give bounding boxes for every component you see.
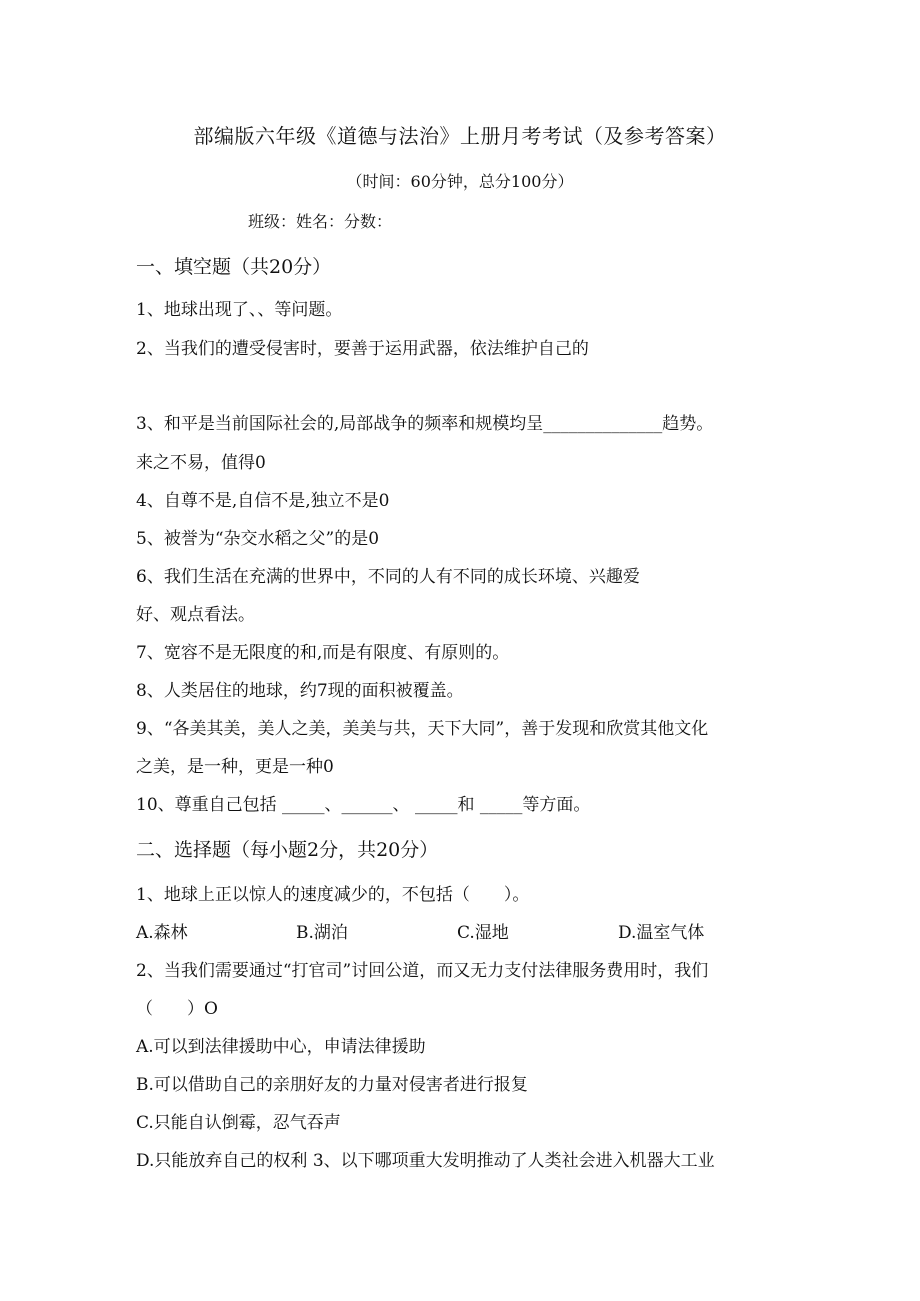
choice-option-d: D.温室气体 [618,923,705,943]
question-line: 7、宽容不是无限度的和,而是有限度、有原则的。 [136,643,510,663]
question-line: 9、“各美其美，美人之美，美美与共，天下大同”，善于发现和欣赏其他文化 [136,719,709,739]
section-heading-multiple-choice: 二、选择题（每小题2分，共20分） [136,839,439,861]
choice-option-a: A.可以到法律援助中心，申请法律援助 [136,1037,426,1057]
page-title: 部编版六年级《道德与法治》上册月考考试（及参考答案） [193,124,727,148]
question-line: 4、自尊不是,自信不是,独立不是0 [136,491,390,511]
question-line: 1、地球出现了、、等问题。 [136,300,343,320]
question-line: 之美，是一种，更是一种0 [136,757,334,777]
question-line: 来之不易，值得0 [136,453,266,473]
section-heading-fill-in: 一、填空题（共20分） [136,256,332,278]
student-info-line: 班级：姓名：分数： [248,212,393,231]
choice-option-d: D.只能放弃自己的权利 3、以下哪项重大发明推动了人类社会进入机器大工业 [136,1151,715,1171]
exam-time-info: （时间：60分钟，总分100分） [346,172,574,191]
question-line: 3、和平是当前国际社会的,局部战争的频率和规模均呈______________趋势。 [136,414,714,434]
choice-question-2: 2、当我们需要通过“打官司”讨回公道，而又无力支付法律服务费用时，我们 [136,961,709,981]
choice-option-c: C.只能自认倒霉，忍气吞声 [136,1113,341,1133]
choice-option-a: A.森林 [136,923,188,943]
choice-question-1: 1、地球上正以惊人的速度减少的，不包括（ ）。 [136,885,530,905]
question-line: 5、被誉为“杂交水稻之父”的是0 [136,529,380,549]
choice-question-2-continued: （ ）O [136,999,218,1019]
question-line: 8、人类居住的地球，约7现的面积被覆盖。 [136,681,464,701]
question-line: 6、我们生活在充满的世界中，不同的人有不同的成长环境、兴趣爱 [136,567,640,587]
question-line: 2、当我们的遭受侵害时，要善于运用武器，依法维护自己的 [136,339,589,359]
question-line: 10、尊重自己包括 _____、______、 _____和 _____等方面。 [136,795,591,815]
question-line: 好、观点看法。 [136,605,255,625]
choice-option-c: C.湿地 [457,923,509,943]
choice-option-b: B.湖泊 [296,923,348,943]
choice-option-b: B.可以借助自己的亲朋好友的力量对侵害者进行报复 [136,1075,528,1095]
